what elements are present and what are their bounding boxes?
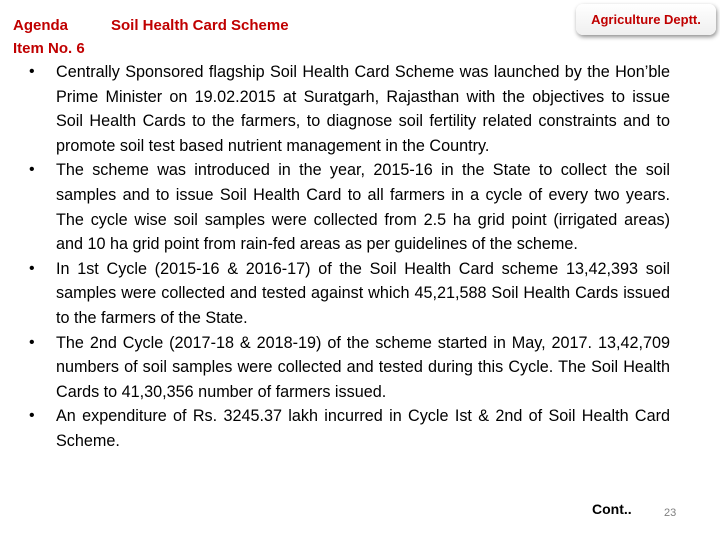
item-number-label: Item No. 6 [13, 40, 85, 57]
bullet-item: • Centrally Sponsored flagship Soil Health Card Scheme was launched by the Hon’ble Prime Minister on 19.02.2015 at Suratgarh, Rajasthan with the objectives to issue Soil Health Cards to the farmers, to diagnose soil fertility related constraints and to promote soil test based nutrient management in the Country. [28, 60, 670, 158]
continued-label: Cont.. [592, 501, 632, 517]
bullet-item: • An expenditure of Rs. 3245.37 lakh incurred in Cycle Ist & 2nd of Soil Health Card Scheme. [28, 404, 670, 453]
page-number: 23 [664, 507, 677, 519]
agenda-label: Agenda [13, 17, 69, 34]
bullet-item: • In 1st Cycle (2015-16 & 2016-17) of the Soil Health Card scheme 13,42,393 soil samples were collected and tested against which 45,21,588 Soil Health Cards issued to the farmers of the State. [28, 257, 670, 331]
page-title: Soil Health Card Scheme [111, 17, 289, 34]
department-badge: Agriculture Deptt. [576, 4, 716, 35]
bullet-list [28, 60, 670, 454]
bullet-item: • The scheme was introduced in the year, 2015-16 in the State to collect the soil samples and to issue Soil Health Card to all farmers in a cycle of every two years. The cycle wise soil samples were collected from 2.5 ha grid point (irrigated areas) and 10 ha grid point from rain-fed areas as per guidelines of the scheme. [28, 158, 670, 256]
bullet-item: • The 2nd Cycle (2017-18 & 2018-19) of the scheme started in May, 2017. 13,42,709 numbers of soil samples were collected and tested during this Cycle. The Soil Health Cards to 41,30,356 number of farmers issued. [28, 331, 670, 405]
